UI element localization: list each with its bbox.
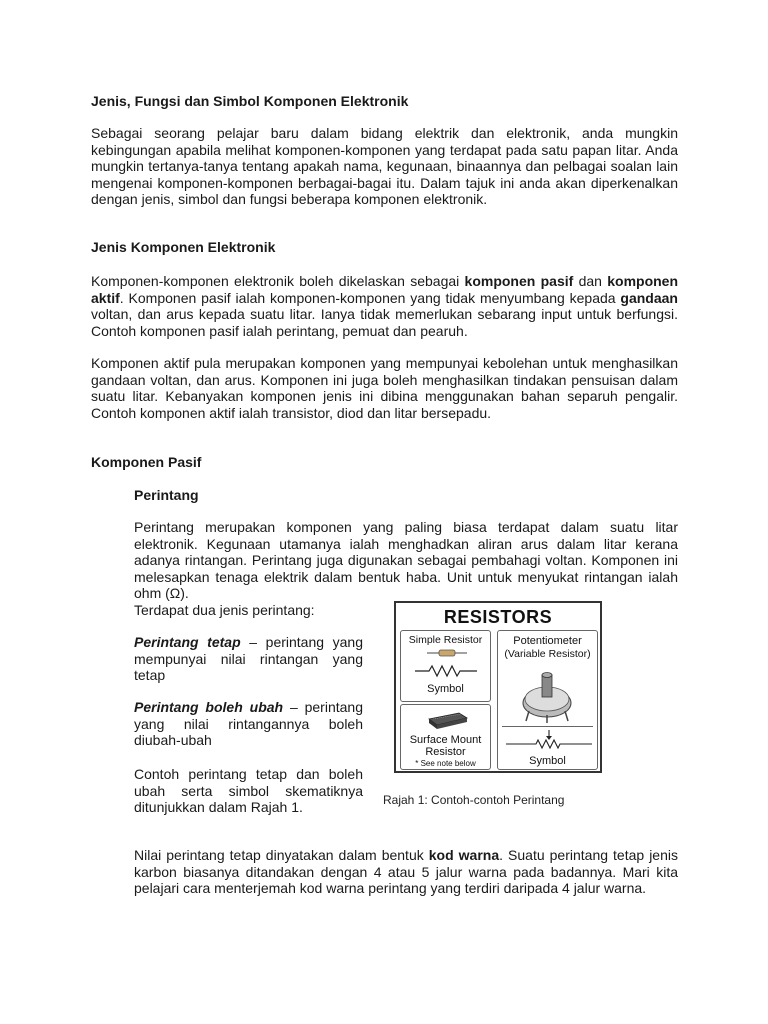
- potentiometer-label: Potentiometer: [513, 635, 582, 647]
- variable-resistor-definition: Perintang boleh ubah – perintang yang nilai rintangannya boleh diubah-ubah: [134, 699, 363, 748]
- resistor-symbol-icon: [415, 664, 477, 678]
- bold-komponen-pasif: komponen pasif: [464, 273, 574, 289]
- term-perintang-boleh-ubah: Perintang boleh ubah: [134, 699, 284, 715]
- simple-resistor-box: [400, 630, 491, 702]
- bold-gandaan: gandaan: [620, 289, 678, 306]
- potentiometer-icon: [512, 667, 582, 723]
- subheading-perintang: Perintang: [134, 487, 199, 503]
- figure-title: RESISTORS: [443, 607, 553, 627]
- resistor-component-icon: [427, 648, 467, 658]
- section-heading-pasif: Komponen Pasif: [91, 454, 202, 470]
- symbol-label-simple: Symbol: [427, 683, 464, 695]
- term-perintang-tetap: Perintang tetap: [134, 634, 241, 650]
- paragraph-komponen-aktif: Komponen aktif pula merupakan komponen yang mempunyai kebolehan untuk menghasilkan gandaan voltan, dan arus. Komponen ini juga boleh menghasilkan tindakan pensuisan dalam suatu litar. Kebanyakan komponen jenis ini dibina menggunakan bahan separuh pengalir. Contoh komponen aktif ialah transistor, diod dan litar bersepadu.: [91, 355, 678, 421]
- page-title: Jenis, Fungsi dan Simbol Komponen Elektronik: [91, 93, 409, 109]
- intro-paragraph: Sebagai seorang pelajar baru dalam bidang elektrik dan elektronik, anda mungkin kebingungan apabila melihat komponen-komponen yang terdapat pada satu papan litar. Anda mungkin tertanya-tanya tentang apakah nama, kegunaan, binaannya dan pelbagai soalan lain mengenai komponen-komponen berbagai-bagai itu. Dalam tajuk ini anda akan diperkenalkan dengan jenis, simbol dan fungsi beberapa komponen elektronik.: [91, 125, 678, 207]
- potentiometer-box: [497, 630, 598, 770]
- two-types-line: Terdapat dua jenis perintang:: [134, 602, 315, 618]
- bold-kod-warna: kod warna: [428, 847, 500, 863]
- smd-resistor-box: [400, 704, 491, 770]
- resistors-figure: [394, 601, 602, 773]
- smd-label-line1: Surface Mount: [409, 734, 482, 746]
- bold-komponen-aktif: komponen aktif: [91, 273, 679, 306]
- fixed-resistor-definition: Perintang tetap – perintang yang mempunyai nilai rintangan yang tetap: [134, 634, 364, 683]
- potentiometer-symbol-icon: [506, 730, 592, 750]
- smd-label-line2: Resistor: [425, 746, 466, 758]
- potentiometer-divider: [502, 726, 593, 727]
- variable-resistor-label: (Variable Resistor): [504, 648, 591, 660]
- smd-resistor-icon: [425, 709, 469, 731]
- symbol-label-pot: Symbol: [529, 755, 566, 767]
- paragraph-pasif-aktif: Komponen-komponen elektronik boleh dikelaskan sebagai komponen pasif dan komponen aktif. Komponen pasif ialah komponen-komponen yang tidak menyumbang kepada gandaan voltan, dan arus kepada suatu litar. Ianya tidak memerlukan sebarang input untuk berfungsi. Contoh komponen pasif ialah perintang, pemuat dan pearuh.: [91, 273, 679, 339]
- paragraph-kod-warna: Nilai perintang tetap dinyatakan dalam bentuk kod warna. Suatu perintang tetap jenis karbon biasanya ditandakan dengan 4 atau 5 jalur warna pada badannya. Mari kita pelajari cara menterjemah kod warna perintang yang terdiri daripada 4 jalur warna.: [134, 847, 678, 896]
- section-heading-jenis: Jenis Komponen Elektronik: [91, 239, 276, 255]
- paragraph-perintang: Perintang merupakan komponen yang paling biasa terdapat dalam suatu litar elektronik. Kegunaan utamanya ialah menghadkan aliran arus dalam litar kerana adanya rintangan. Perintang juga digunakan sebagai pembahagi voltan. Komponen ini melesapkan tenaga elektrik dalam bentuk haba. Unit untuk menyukat rintangan ialah ohm (Ω).: [134, 519, 678, 601]
- figure-caption: Rajah 1: Contoh-contoh Perintang: [383, 793, 565, 807]
- example-paragraph: Contoh perintang tetap dan boleh ubah serta simbol skematiknya ditunjukkan dalam Rajah 1.: [134, 766, 363, 815]
- simple-resistor-label: Simple Resistor: [408, 634, 483, 646]
- smd-note: * See note below: [415, 759, 476, 768]
